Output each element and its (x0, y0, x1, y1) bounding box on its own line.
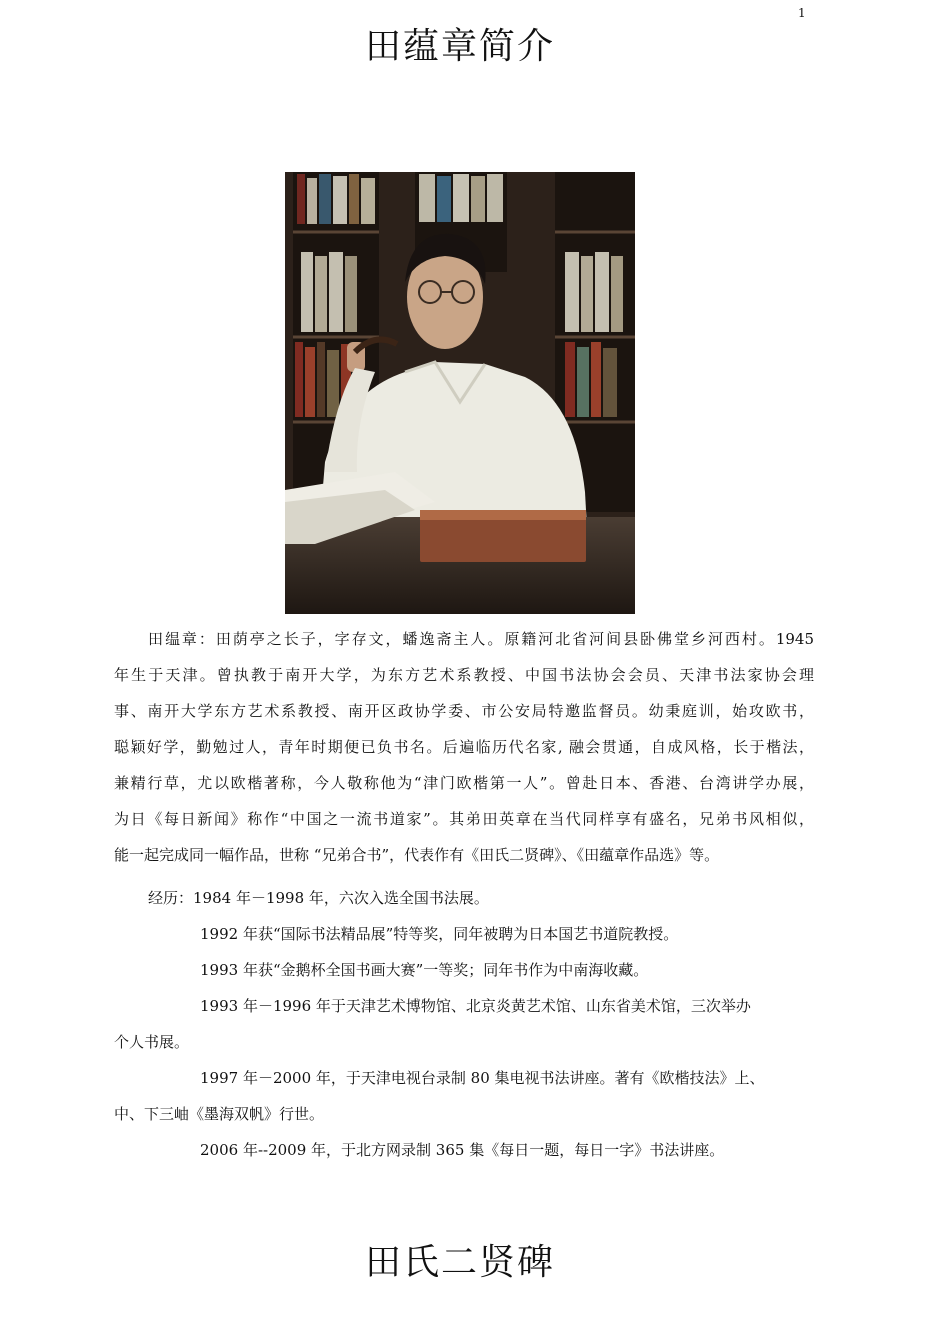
experience-item: 2006 年--2009 年，于北方网录制 365 集《每日一题，每日一字》书法讲座。 (200, 1141, 725, 1159)
experience-item-cont: 个人书展。 (114, 1033, 190, 1051)
bio-line: 事、南开大学东方艺术系教授、南开区政协学委、市公安局特邀监督员。幼秉庭训，始攻欧书， (114, 702, 814, 720)
bio-line: 田缊章：田荫亭之长子，字存文，蟠逸斋主人。原籍河北省河间县卧佛堂乡河西村。1945 (148, 630, 814, 648)
page-title: 田蕴章简介 (364, 26, 555, 67)
section-title: 田氏二贤碑 (364, 1242, 555, 1283)
biography (114, 621, 814, 873)
bio-line: 年生于天津。曾执教于南开大学，为东方艺术系教授、中国书法协会会员、天津书法家协会理 (114, 666, 814, 684)
experience-item: 1993 年－1996 年于天津艺术博物馆、北京炎黄艺术馆、山东省美术馆，三次举办 (200, 997, 751, 1015)
page-number: 1 (798, 6, 806, 20)
bio-line: 兼精行草，尤以欧楷著称，今人敬称他为“津门欧楷第一人”。曾赴日本、香港、台湾讲学办展， (114, 774, 814, 792)
experience-item: 1992 年获“国际书法精品展”特等奖，同年被聘为日本国艺书道院教授。 (200, 925, 679, 943)
experience-intro: 经历：1984 年－1998 年，六次入选全国书法展。 (148, 889, 489, 907)
experience-item-cont: 中、下三岫《墨海双帆》行世。 (114, 1105, 325, 1123)
bio-line: 聪颖好学，勤勉过人，青年时期便已负书名。后遍临历代名家, 融会贯通，自成风格，长于楷法， (114, 738, 814, 756)
bio-line: 能一起完成同一幅作品，世称 “兄弟合书”，代表作有《田氏二贤碑》、《田蕴章作品选》等。 (114, 846, 720, 864)
experience-item: 1997 年－2000 年，于天津电视台录制 80 集电视书法讲座。著有《欧楷技法》上、 (200, 1069, 765, 1087)
experience-item: 1993 年获“金鹅杯全国书画大赛”一等奖；同年书作为中南海收藏。 (200, 961, 649, 979)
experience-list (114, 880, 814, 1168)
bio-line: 为日《每日新闻》称作“中国之一流书道家”。其弟田英章在当代同样享有盛名，兄弟书风相似， (114, 810, 814, 828)
portrait-photo-icon (285, 172, 635, 614)
